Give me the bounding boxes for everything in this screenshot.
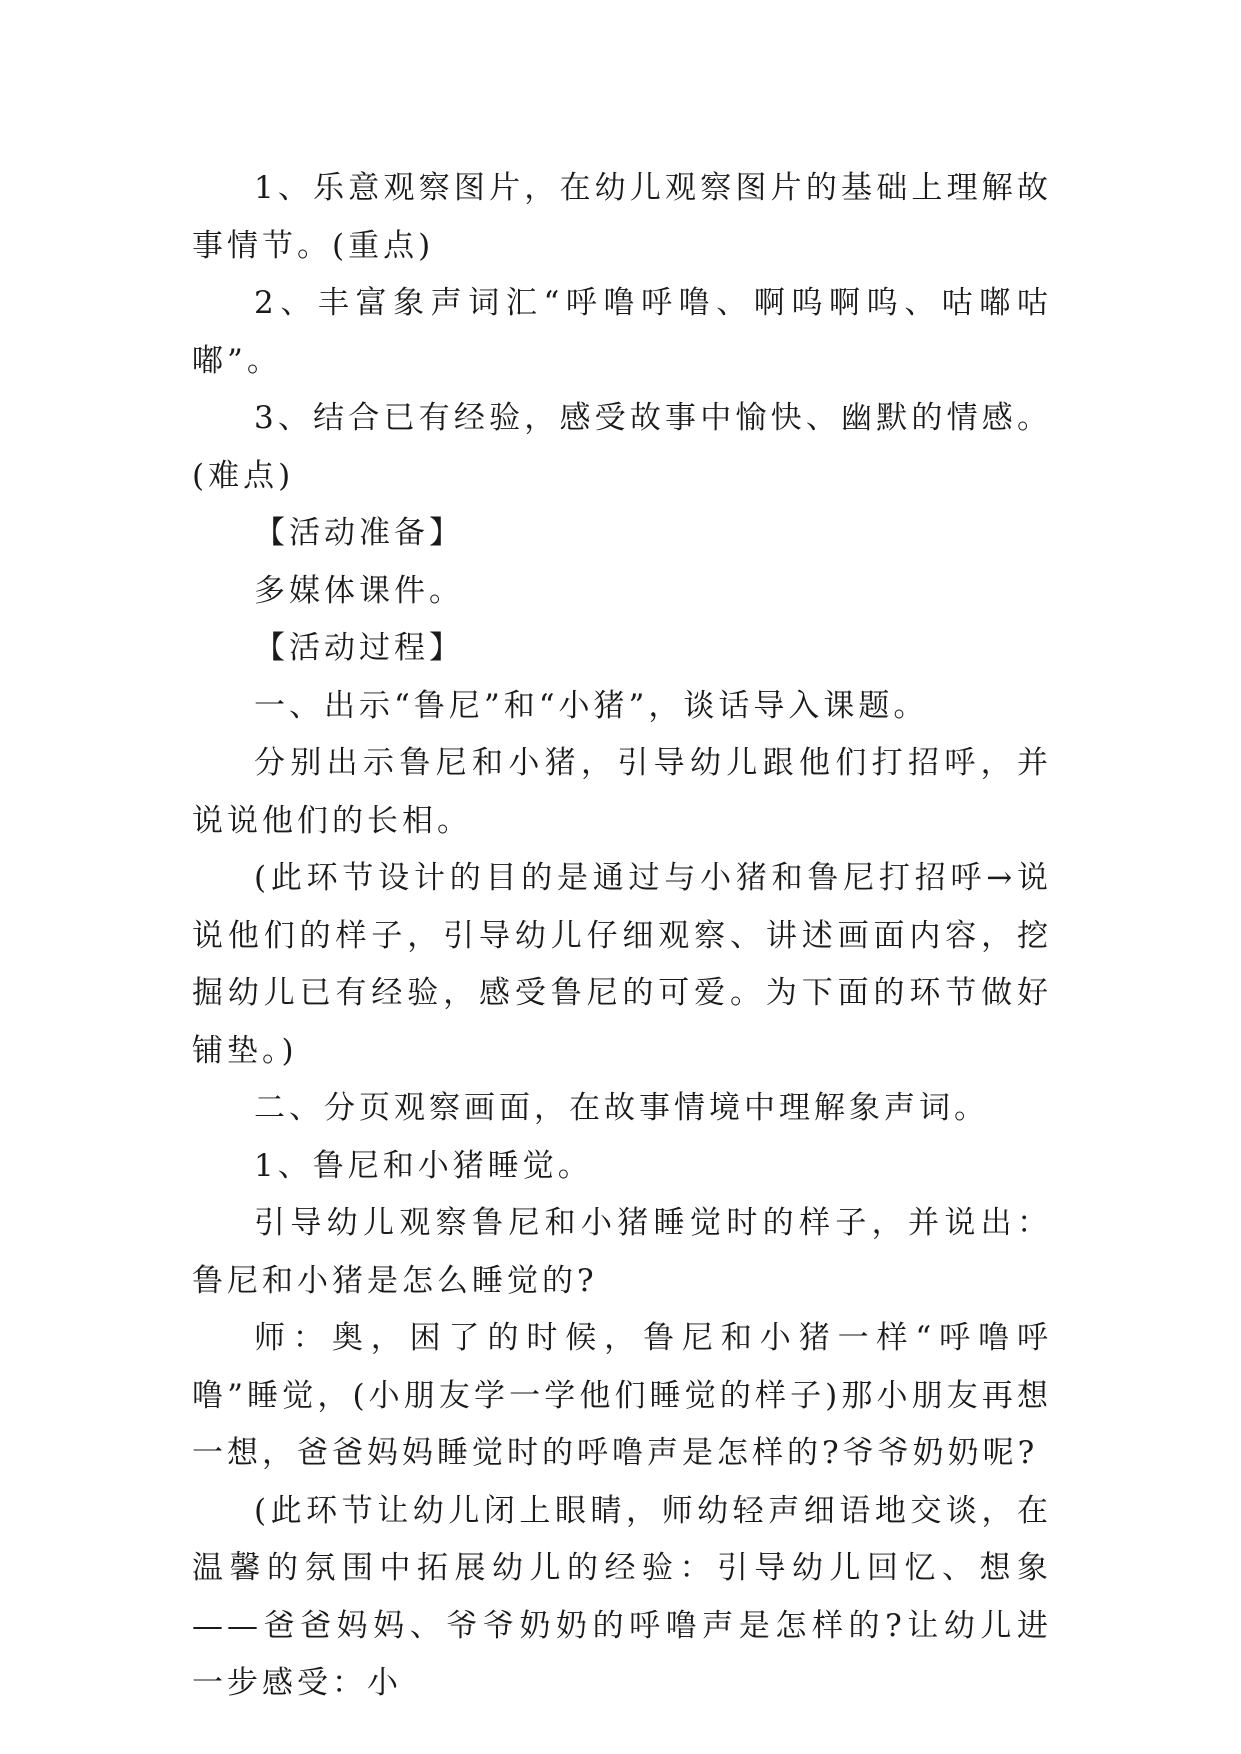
section-heading-process: 【活动过程】	[254, 630, 464, 666]
paragraph-objective-2: 2、丰富象声词汇“呼噜呼噜、啊呜啊呜、咕嘟咕嘟”。	[192, 285, 1052, 379]
paragraph-step1-text: 分别出示鲁尼和小猪，引导幼儿跟他们打招呼，并说说他们的长相。	[192, 745, 1052, 839]
paragraph-materials: 多媒体课件。	[254, 572, 464, 609]
section-heading-preparation: 【活动准备】	[254, 515, 464, 551]
document-body	[192, 160, 1052, 1713]
paragraph-substep1-note: (此环节让幼儿闭上眼睛，师幼轻声细语地交谈，在温馨的氛围中拓展幼儿的经验：引导幼儿回忆、想象——爸爸妈妈、爷爷奶奶的呼噜声是怎样的?让幼儿进一步感受：小	[192, 1492, 1052, 1701]
paragraph-substep1-text: 引导幼儿观察鲁尼和小猪睡觉时的样子，并说出：鲁尼和小猪是怎么睡觉的?	[192, 1205, 1052, 1299]
paragraph-step1-note: (此环节设计的目的是通过与小猪和鲁尼打招呼→说说他们的样子，引导幼儿仔细观察、讲述画面内容，挖掘幼儿已有经验，感受鲁尼的可爱。为下面的环节做好铺垫。)	[192, 860, 1052, 1069]
paragraph-teacher-dialog: 师：奥，困了的时候，鲁尼和小猪一样“呼噜呼噜”睡觉，(小朋友学一学他们睡觉的样子)那小朋友再想一想，爸爸妈妈睡觉时的呼噜声是怎样的?爷爷奶奶呢?	[192, 1320, 1052, 1471]
substep-heading-1: 1、鲁尼和小猪睡觉。	[254, 1147, 593, 1184]
step-heading-2: 二、分页观察画面，在故事情境中理解象声词。	[254, 1090, 989, 1126]
paragraph-objective-1: 1、乐意观察图片，在幼儿观察图片的基础上理解故事情节。(重点)	[192, 170, 1052, 264]
step-heading-1: 一、出示“鲁尼”和“小猪”，谈话导入课题。	[254, 687, 929, 724]
paragraph-objective-3: 3、结合已有经验，感受故事中愉快、幽默的情感。(难点)	[192, 400, 1052, 494]
